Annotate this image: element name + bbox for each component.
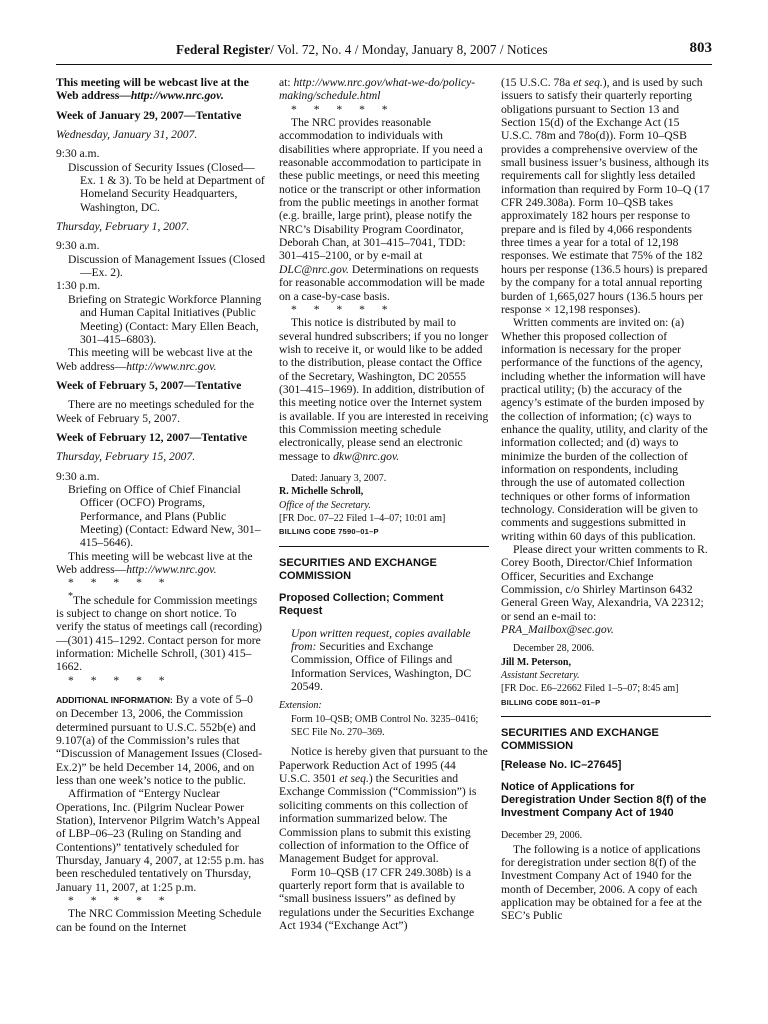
webcast-notice: This meeting will be webcast live at the Web address—http://www.nrc.gov.: [56, 76, 249, 103]
meeting-time: 9:30 a.m.: [56, 469, 100, 483]
meeting-time: 9:30 a.m.: [56, 147, 100, 161]
week-heading: Week of February 5, 2007—Tentative: [56, 378, 242, 392]
form-description: Form 10–QSB (17 CFR 249.308b) is a quarterly report form that is available to “small business issuers” as defined by regulations under the Securities Exchange Act 1934 (“Exchange Act”): [279, 865, 475, 932]
page-header: [56, 36, 712, 62]
issue-meta: / Vol. 72, No. 4 / Monday, January 8, 2007 / Notices: [270, 42, 548, 57]
signer-name: R. Michelle Schroll,: [279, 486, 364, 498]
signer-name: Jill M. Peterson,: [501, 656, 571, 668]
distribution-email[interactable]: dkw@nrc.gov.: [333, 449, 400, 463]
meeting-item: Discussion of Security Issues (Closed—Ex. 1 & 3). To be held at Department of Homeland Security Headquarters, Washington, DC.: [68, 160, 265, 214]
comments-invited: Written comments are invited on: (a) Whether this proposed collection of information is necessary for the proper performance of the functions of the agency, including whether the information will have practical utility; (b) the accuracy of the agency’s estimate of the burden imposed by the collection of information; (c) ways to enhance the quality, utility, and clarity of the information collected; and (d) ways to minimize the burden of the collection of information on respondents, including through the use of automated collection techniques or other forms of information technology. Consideration will be given to comments and suggestions submitted in writing within 60 days of this publication.: [501, 316, 708, 543]
meeting-date: Thursday, February 1, 2007.: [56, 220, 190, 234]
billing-code: BILLING CODE 8011–01–P: [501, 697, 601, 707]
signer-office: Office of the Secretary.: [279, 499, 371, 511]
webcast-notice: This meeting will be webcast live at the Web address—http://www.nrc.gov.: [56, 549, 253, 576]
agency-heading: SECURITIES AND EXCHANGE COMMISSION: [279, 556, 437, 582]
schedule-link-line: at: http://www.nrc.gov/what-we-do/policy-making/schedule.html: [279, 76, 476, 103]
extension-text: Form 10–QSB; OMB Control No. 3235–0416; SEC File No. 270–369.: [291, 713, 479, 739]
journal-name: Federal Register: [176, 42, 271, 57]
schedule-link[interactable]: http://www.nrc.gov/what-we-do/policy-making/schedule.html: [279, 76, 476, 103]
notice-subject: Proposed Collection; Comment Request: [279, 591, 444, 617]
notice-subject: Notice of Applications for Deregistration Under Section 8(f) of the Investment Company Act of 1940: [501, 781, 707, 820]
week-note: There are no meetings scheduled for the Week of February 5, 2007.: [56, 398, 255, 425]
copies-available: Upon written request, copies available from: Securities and Exchange Commission, Office of Filings and Information Services, Washington, DC 20549.: [291, 626, 472, 694]
release-number: [Release No. IC–27645]: [501, 759, 622, 772]
dated-line: Dated: January 3, 2007.: [291, 472, 387, 484]
meeting-date: Thursday, February 15, 2007.: [56, 450, 196, 464]
fr-doc: [FR Doc. 07–22 Filed 1–4–07; 10:01 am]: [279, 513, 446, 524]
extension-label: Extension:: [279, 700, 322, 712]
section-break: * * * * *: [68, 673, 165, 687]
deregistration-text: The following is a notice of applications for deregistration under section 8(f) of the Investment Company Act of 1940 for the month of December, 2006. A copy of each application may be obtained for a fee at the SEC’s Public: [501, 842, 702, 923]
section-rule: [279, 546, 489, 547]
meeting-item: Briefing on Office of Chief Financial Officer (OCFO) Programs, Performance, and Plans (Public Meeting) (Contact: Edward New, 301–415–5646).: [68, 482, 261, 550]
meeting-date: Wednesday, January 31, 2007.: [56, 128, 198, 142]
agency-heading: SECURITIES AND EXCHANGE COMMISSION: [501, 727, 659, 753]
column-2: [279, 76, 489, 932]
pra-email[interactable]: PRA_Mailbox@sec.gov.: [501, 623, 614, 637]
direct-comments: Please direct your written comments to R. Corey Booth, Director/Chief Information Officer, Securities and Exchange Commission, c/o Shirley Martinson 6432 General Green Way, Alexandria, VA 22312; or send an e-mail to: PRA_Mailbox@sec.gov.: [501, 543, 708, 637]
page-number: 803: [689, 40, 712, 56]
additional-information: ADDITIONAL INFORMATION: By a vote of 5–0 on December 13, 2006, the Commission determined pursuant to U.S.C. 552b(e) and 9.107(a) of the Commission’s rules that “Discussion of Management Issues (Closed-Ex.2)” be held December 14, 2006, and on less than one week’s notice to the public.: [56, 692, 263, 788]
column-3: [501, 76, 711, 923]
column-1: [56, 76, 266, 934]
notice-date: December 29, 2006.: [501, 830, 583, 842]
running-head: [176, 42, 548, 58]
meeting-item: Briefing on Strategic Workforce Planning and Human Capital Initiatives (Public Meeting) (Contact: Mary Ellen Beach, 301–415–6803).: [68, 292, 262, 346]
section-break: * * * * *: [68, 894, 165, 908]
section-break: * * * * *: [68, 576, 165, 590]
webcast-link[interactable]: http://www.nrc.gov.: [126, 563, 217, 576]
meeting-item: Discussion of Management Issues (Closed—Ex. 2).: [68, 252, 266, 280]
header-rule: [56, 64, 712, 65]
fr-doc: [FR Doc. E6–22662 Filed 1–5–07; 8:45 am]: [501, 683, 679, 695]
section-break: * * * * *: [291, 302, 388, 316]
billing-code: BILLING CODE 7590–01–P: [279, 527, 379, 537]
distribution-text: This notice is distributed by mail to several hundred subscribers; if you no longer wish to receive it, or would like to be added to the distribution, please contact the Office of the Secretary, Washington, DC 20555 (301–415–1969). In addition, distribution of this meeting notice over the Internet system is available. If you are interested in receiving this Commission meeting schedule electronically, please send an electronic message to dkw@nrc.gov.: [279, 316, 489, 463]
week-heading: Week of January 29, 2007—Tentative: [56, 108, 242, 122]
accommodation-email[interactable]: DLC@nrc.gov.: [279, 262, 349, 276]
form-continuation: (15 U.S.C. 78a et seq.), and is used by such issuers to satisfy their quarterly reporting obligations pursuant to Section 13 and Section 15(d) of the Exchange Act (15 U.S.C. 78m and 78o(d)). Form 10–QSB provides a comprehensive overview of the small business issuer’s business, although its requirements call for slightly less detailed information than required by Form 10–Q (17 CFR 249.308a). Form 10–QSB takes approximately 182 hours per response to prepare and is filed by 4,066 respondents three times a year for a total of 12,198 responses. We estimate that 75% of the 182 hours per response (136.5 hours) is prepared by the company for a total annual reporting burden of 1,665,027 hours (136.5 hours per response × 12,198 responses).: [501, 76, 710, 316]
affirmation-text: Affirmation of “Entergy Nuclear Operations, Inc. (Pilgrim Nuclear Power Station), Intervenor Pilgrim Watch’s Appeal of LBP–06–23 (Ruling on Standing and Contentions)” tentatively scheduled for Thursday, January 4, 2007, at 12:55 p.m. has been rescheduled tentatively on Thursday, January 11, 2007, at 1:25 p.m.: [56, 787, 264, 894]
schedule-note: *The schedule for Commission meetings is subject to change on short notice. To verify the status of meetings call (recording)—(301) 415–1292. Contact person for more information: Michelle Schroll, (301) 415–1662.: [56, 590, 263, 674]
signer-title: Assistant Secretary.: [501, 670, 580, 682]
meeting-time: 9:30 a.m.: [56, 239, 100, 253]
webcast-link[interactable]: http://www.nrc.gov.: [126, 359, 217, 373]
meeting-time: 1:30 p.m.: [56, 279, 101, 293]
section-break: * * * * *: [291, 102, 388, 116]
dated-line: December 28, 2006.: [513, 643, 595, 655]
paperwork-notice: Notice is hereby given that pursuant to the Paperwork Reduction Act of 1995 (44 U.S.C. 3501 et seq.) the Securities and Exchange Commission (“Commission”) is soliciting comments on this collection of information summarized below. The Commission plans to submit this existing collection of information to the Office of Management Budget for approval.: [279, 745, 488, 866]
additional-info-label: ADDITIONAL INFORMATION:: [56, 694, 173, 705]
webcast-link[interactable]: http://www.nrc.gov.: [130, 89, 224, 103]
webcast-notice: This meeting will be webcast live at the Web address—http://www.nrc.gov.: [56, 346, 253, 373]
section-rule: [501, 716, 711, 717]
week-heading: Week of February 12, 2007—Tentative: [56, 430, 248, 444]
meeting-schedule-text: The NRC Commission Meeting Schedule can be found on the Internet: [56, 907, 262, 934]
accommodation-text: The NRC provides reasonable accommodation to individuals with disabilities where appropriate. If you need a reasonable accommodation to participate in these public meetings, or need this meeting notice or the transcript or other information from the public meetings in another format (e.g. braille, large print), please notify the NRC’s Disability Program Coordinator, Deborah Chan, at 301–415–7041, TDD: 301–415–2100, or by e-mail at DLC@nrc.gov. Determinations on requests for reasonable accommodation will be made on a case-by-case basis.: [279, 116, 485, 303]
